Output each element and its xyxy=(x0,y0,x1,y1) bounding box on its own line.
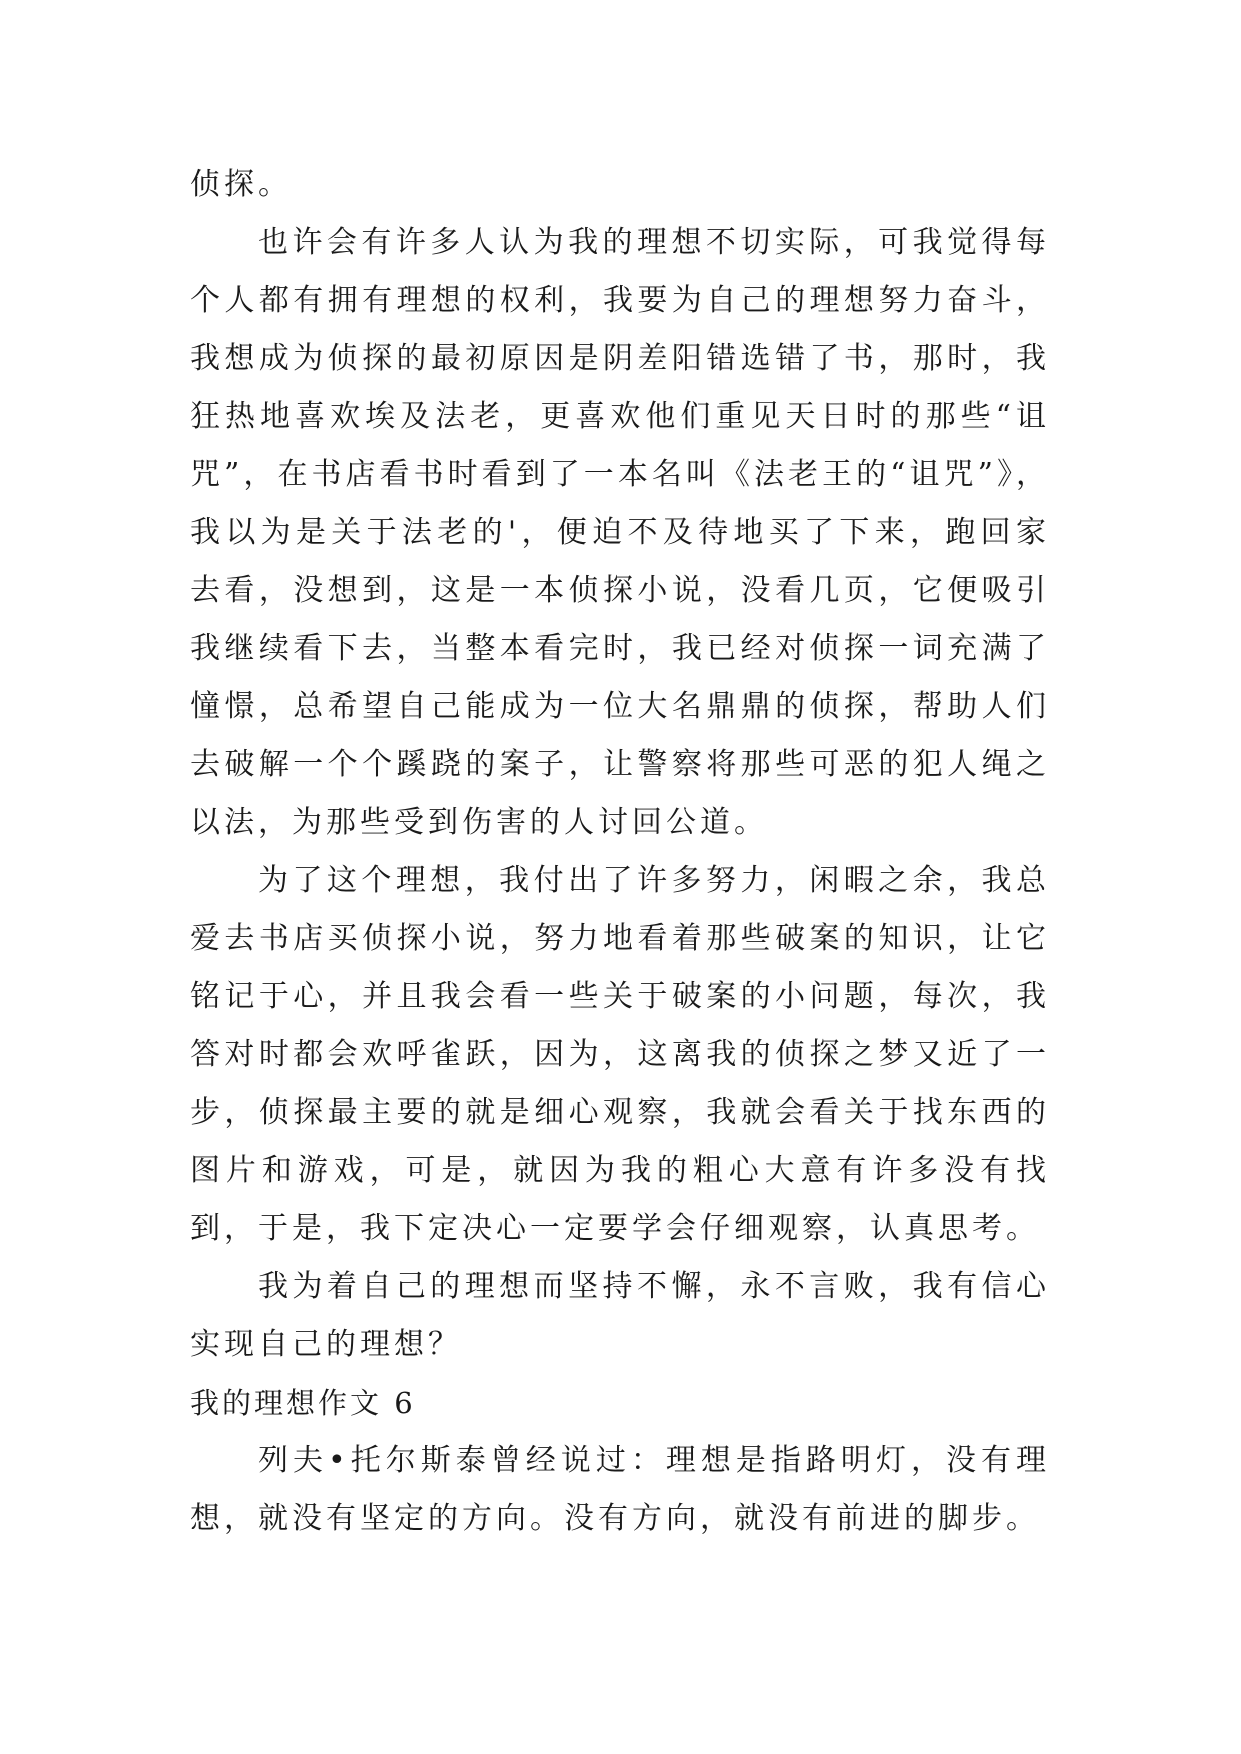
paragraph-tolstoy-quote: 列夫•托尔斯泰曾经说过：理想是指路明灯，没有理想，就没有坚定的方向。没有方向，就没有前进的脚步。 xyxy=(190,1443,1050,1536)
paragraph-efforts: 为了这个理想，我付出了许多努力，闲暇之余，我总爱去书店买侦探小说，努力地看着那些破案的知识，让它铭记于心，并且我会看一些关于破案的小问题，每次，我答对时都会欢呼雀跃，因为，这离我的侦探之梦又近了一步，侦探最主要的就是细心观察，我就会看关于找东西的图片和游戏，可是，就因为我的粗心大意有许多没有找到，于是，我下定决心一定要学会仔细观察，认真思考。 xyxy=(190,863,1050,1246)
essay-heading: 我的理想作文 6 xyxy=(190,1386,416,1420)
paragraph-perseverance: 我为着自己的理想而坚持不懈，永不言败，我有信心实现自己的理想？ xyxy=(190,1269,1050,1362)
paragraph-why-detective: 也许会有许多人认为我的理想不切实际，可我觉得每个人都有拥有理想的权利，我要为自己的理想努力奋斗，我想成为侦探的最初原因是阴差阳错选错了书，那时，我狂热地喜欢埃及法老，更喜欢他们重见天日时的那些“诅咒”，在书店看书时看到了一本名叫《法老王的“诅咒”》，我以为是关于法老的'，便迫不及待地买了下来，跑回家去看，没想到，这是一本侦探小说，没看几页，它便吸引我继续看下去，当整本看完时，我已经对侦探一词充满了憧憬，总希望自己能成为一位大名鼎鼎的侦探，帮助人们去破解一个个蹊跷的案子，让警察将那些可恶的犯人绳之以法，为那些受到伤害的人讨回公道。 xyxy=(190,225,1050,840)
paragraph-continuation: 侦探。 xyxy=(190,167,292,202)
document-body xyxy=(190,156,1050,1548)
